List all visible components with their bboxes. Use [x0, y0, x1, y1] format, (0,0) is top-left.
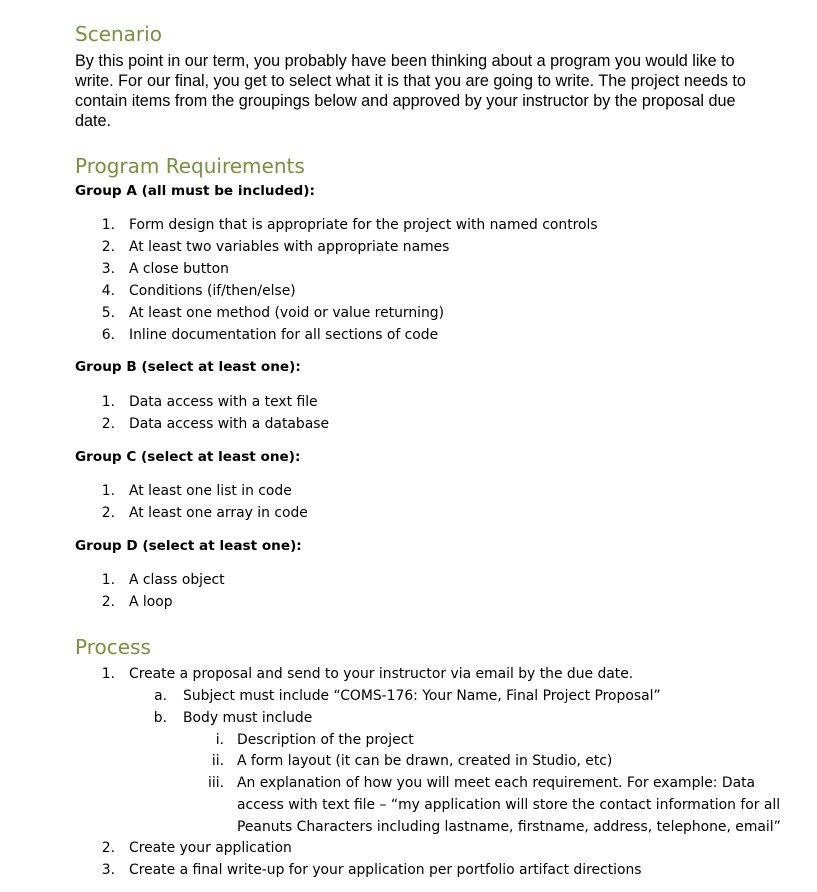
group-d-label: Group D (select at least one):	[75, 538, 302, 554]
scenario-line: write. For our final, you get to select what it is that you are going to write. The project needs to	[75, 72, 746, 90]
scenario-line: date.	[75, 112, 112, 130]
scenario-heading: Scenario	[75, 22, 162, 46]
group-a-label: Group A (all must be included):	[75, 183, 315, 199]
requirements-heading: Program Requirements	[75, 154, 305, 178]
scenario-line: contain items from the groupings below and approved by your instructor by the proposal due	[75, 92, 736, 110]
scenario-line: By this point in our term, you probably have been thinking about a program you would like to	[75, 52, 735, 70]
group-c-label: Group C (select at least one):	[75, 449, 301, 465]
group-b-label: Group B (select at least one):	[75, 359, 301, 375]
process-heading: Process	[75, 635, 151, 659]
document-page: Scenario By this point in our term, you probably have been thinking about a program you would like to write. For our final, you get to select what it is that you are going to write. The project needs to contain items from the groupings below and approved by your instructor by the proposal due date. Program Requirements Group A (all must be included): 1. Form design that is appropriate for the project with named controls 2. At least two variables with appropriate names 3. A close button 4. Conditions (if/then/else) 5. At least one method (void or value returning) 6. Inline documentation for all sections of code Group B (select at least one): 1. Data access with a text file 2. Data access with a database Group C (select at least one): 1. At least one list in code 2. At least one array in code Group D (select at least one): 1. A class object 2. A loop Process 1. Create a proposal and send to your instructor via email by the due date. a. Subject must include “COMS-176: Your Name, Final Project Proposal” b. Body must include i. Description of the project ii. A form layout (it can be drawn, created in Studio, etc) iii. An explanation of how you will meet each requirement. For example: Data access with text file – “my application will store the contact information for all Peanuts Characters including lastname, firstname, address, telephone, email” 2. Create your application 3. Create a final write-up for your application per portfolio artifact directions	[0, 0, 817, 892]
